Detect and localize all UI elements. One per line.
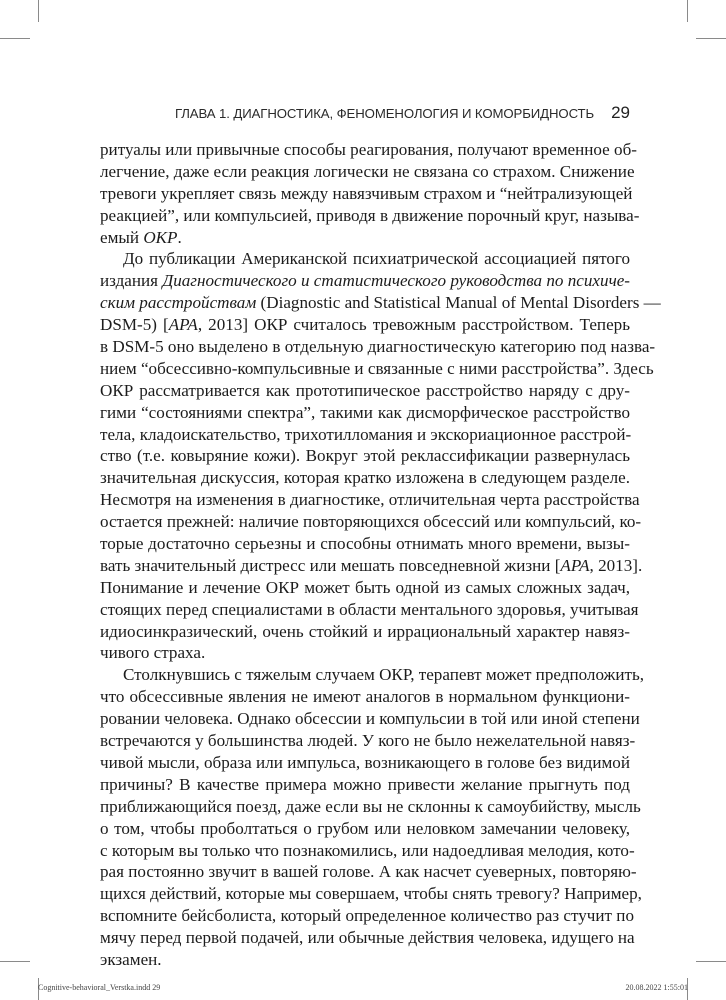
- text-line: ровании человека. Однако обсессии и компульсии в той или иной степени: [100, 709, 640, 729]
- crop-mark-left-upper: [0, 38, 30, 39]
- text-line: вспомните бейсболиста, который определенное количество раз стучит по: [100, 906, 634, 926]
- text-line: мячу перед первой подачей, или обычные действия человека, идущего на: [100, 928, 635, 948]
- text-line: рая постоянно звучит в вашей голове. А как насчет суеверных, повторяю-: [100, 862, 637, 882]
- text-line: гими “состояниями спектра”, такими как дисморфическое расстройство: [100, 402, 630, 422]
- crop-mark-top-left: [38, 0, 39, 22]
- file-info: Cognitive-behavioral_Verstka.indd 29: [38, 983, 161, 992]
- print-timestamp: 20.08.2022 1:55:01: [625, 983, 688, 992]
- text-line: идиосинкразический, очень стойкий и иррациональный характер навяз-: [100, 621, 630, 641]
- text-line: Понимание и лечение ОКР может быть одной из самых сложных задач,: [100, 577, 630, 597]
- text-line: До публикации Американской психиатрической ассоциацией пятого: [123, 249, 630, 269]
- text-line: Несмотря на изменения в диагностике, отличительная черта расстройства: [100, 490, 640, 510]
- text-line: ОКР рассматривается как прототипическое расстройство наряду с дру-: [100, 380, 630, 400]
- running-head: [100, 103, 630, 123]
- text-line: стоящих перед специалистами в области ментального здоровья, учитывая: [100, 599, 639, 619]
- text-line: емый ОКР.: [100, 227, 182, 247]
- crop-mark-left-lower: [0, 961, 30, 962]
- text-line: вать значительный дистресс или мешать повседневной жизни [APA, 2013].: [100, 555, 643, 575]
- text-line: реакцией”, или компульсией, приводя в движение порочный круг, называ-: [100, 205, 640, 225]
- text-line: в DSM-5 оно выделено в отдельную диагностическую категорию под назва-: [100, 337, 656, 357]
- text-line: встречаются у большинства людей. У кого не было нежелательной навяз-: [100, 731, 636, 751]
- crop-mark-right-upper: [696, 38, 726, 39]
- italic-text: ОКР: [143, 227, 178, 247]
- text-line: чивого страха.: [100, 643, 206, 663]
- text-line: причины? В качестве примера можно привести желание прыгнуть под: [100, 774, 630, 794]
- text-line: тела, кладоискательство, трихотилломания и экскориационное расстрой-: [100, 424, 632, 444]
- text-line: Столкнувшись с тяжелым случаем ОКР, терапевт может предположить,: [123, 665, 645, 685]
- crop-mark-right-lower: [696, 961, 726, 962]
- text-line: с которым вы только что познакомились, или надоедливая мелодия, кото-: [100, 840, 635, 860]
- body-text: [100, 139, 661, 971]
- italic-text: Диагностического и статистического руководства по психиче-: [162, 271, 631, 291]
- text-line: легчение, даже если реакция логически не связана со страхом. Снижение: [100, 161, 635, 181]
- text-line: торые достаточно серьезны и способны отнимать много времени, вызы-: [100, 534, 630, 554]
- text-line: экзамен.: [100, 949, 162, 969]
- chapter-title: ГЛАВА 1. ДИАГНОСТИКА, ФЕНОМЕНОЛОГИЯ И КОМОРБИДНОСТЬ: [174, 106, 595, 121]
- text-line: ским расстройствам (Diagnostic and Statistical Manual of Mental Disorders —: [100, 293, 661, 313]
- text-line: о том, чтобы проболтаться о грубом или неловком замечании человеку,: [100, 818, 630, 838]
- italic-text: APA: [560, 555, 590, 575]
- text-line: тревоги укрепляет связь между навязчивым страхом и “нейтрализующей: [100, 183, 633, 203]
- crop-mark-top-right: [687, 0, 688, 22]
- text-line: нием “обсессивно-компульсивные и связанные с ними расстройства”. Здесь: [100, 358, 654, 378]
- text-line: ритуалы или привычные способы реагирования, получают временное об-: [100, 140, 637, 159]
- text-line: щихся действий, которые мы совершаем, чтобы снять тревогу? Например,: [100, 884, 642, 904]
- italic-text: APA: [168, 315, 198, 335]
- text-line: остается прежней: наличие повторяющихся обсессий или компульсий, ко-: [100, 512, 642, 532]
- italic-text: ским расстройствам: [100, 293, 257, 313]
- text-line: ство (т.е. ковыряние кожи). Вокруг этой реклассификации развернулась: [100, 446, 630, 466]
- page-number: 29: [611, 103, 630, 122]
- text-line: что обсессивные явления не имеют аналогов в нормальном функциони-: [100, 687, 630, 707]
- text-line: издания Диагностического и статистического руководства по психиче-: [100, 271, 631, 291]
- text-line: приближающийся поезд, даже если вы не склонны к самоубийству, мысль: [100, 796, 641, 816]
- text-line: чивой мысли, образа или импульса, возникающего в голове без видимой: [100, 752, 630, 772]
- text-line: DSM-5) [APA, 2013] ОКР считалось тревожным расстройством. Теперь: [100, 315, 630, 335]
- text-line: значительная дискуссия, которая кратко изложена в следующем разделе.: [100, 468, 630, 488]
